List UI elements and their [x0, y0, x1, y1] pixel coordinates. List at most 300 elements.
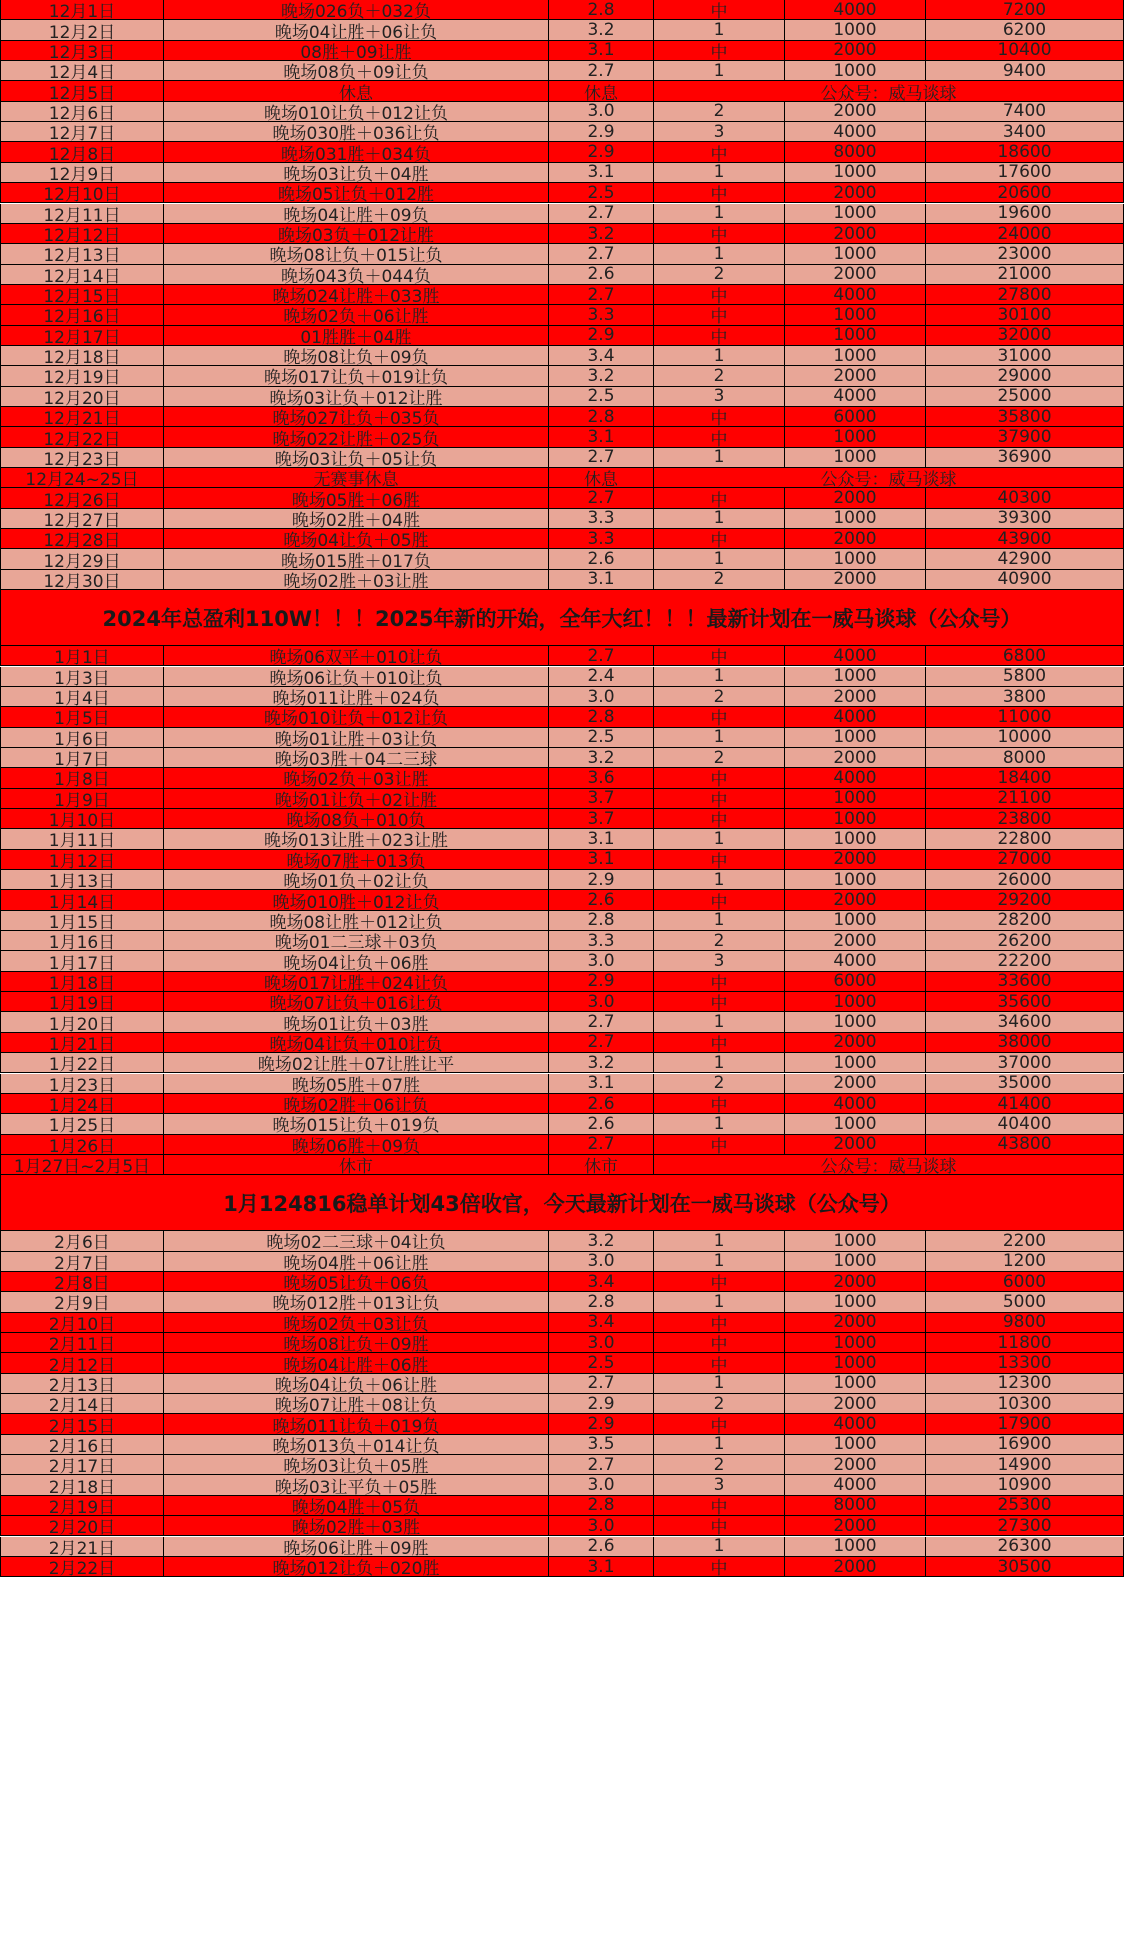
balance-cell: 10900: [926, 1475, 1124, 1495]
table-row: [0, 509, 1124, 529]
table-row: [0, 1094, 1124, 1114]
date-cell: 12月13日: [0, 244, 164, 264]
result-cell: 中: [654, 285, 785, 305]
plan-cell: 晚场01二三球＋03负: [164, 931, 549, 951]
result-cell: 中: [654, 992, 785, 1012]
result-cell: 2: [654, 931, 785, 951]
balance-cell: 19600: [926, 204, 1124, 224]
date-cell: 1月7日: [0, 748, 164, 768]
balance-cell: 12300: [926, 1374, 1124, 1394]
plan-cell: 晚场07让胜＋08让负: [164, 1394, 549, 1414]
table-row: [0, 1012, 1124, 1032]
odds-cell: 3.1: [549, 1074, 654, 1094]
plan-cell: 晚场015胜＋017负: [164, 549, 549, 569]
plan-cell: 晚场04让胜＋06让负: [164, 20, 549, 40]
date-cell: 1月15日: [0, 911, 164, 931]
plan-cell: 晚场07胜＋013负: [164, 850, 549, 870]
plan-cell: 晚场05让负＋012胜: [164, 183, 549, 203]
result-cell: 2: [654, 1394, 785, 1414]
table-row: [0, 1475, 1124, 1495]
odds-cell: 2.7: [549, 1033, 654, 1053]
date-cell: 12月2日: [0, 20, 164, 40]
result-cell: 中: [654, 1414, 785, 1434]
date-cell: 12月18日: [0, 346, 164, 366]
balance-cell: 17900: [926, 1414, 1124, 1434]
stake-cell: 4000: [785, 1475, 926, 1495]
result-cell: 中: [654, 972, 785, 992]
odds-cell: 3.0: [549, 951, 654, 971]
stake-cell: 4000: [785, 285, 926, 305]
odds-cell: 2.7: [549, 244, 654, 264]
result-cell: 2: [654, 102, 785, 122]
date-cell: 12月4日: [0, 61, 164, 81]
odds-cell: 2.6: [549, 890, 654, 910]
date-cell: 1月17日: [0, 951, 164, 971]
balance-cell: 8000: [926, 748, 1124, 768]
odds-cell: 3.1: [549, 41, 654, 61]
odds-cell: 3.3: [549, 529, 654, 549]
result-cell: 中: [654, 529, 785, 549]
balance-cell: 16900: [926, 1435, 1124, 1455]
result-cell: 中: [654, 707, 785, 727]
table-row: [0, 1135, 1124, 1155]
result-cell: 中: [654, 1272, 785, 1292]
date-cell: 1月20日: [0, 1012, 164, 1032]
plan-cell: 晚场01让负＋02让胜: [164, 789, 549, 809]
table-row: [0, 911, 1124, 931]
result-cell: 1: [654, 728, 785, 748]
balance-cell: 29000: [926, 366, 1124, 386]
stake-cell: 2000: [785, 366, 926, 386]
table-row: [0, 1252, 1124, 1272]
stake-cell: 2000: [785, 1272, 926, 1292]
odds-cell: 3.7: [549, 789, 654, 809]
balance-cell: 30100: [926, 305, 1124, 325]
stake-cell: 1000: [785, 789, 926, 809]
stake-cell: 1000: [785, 809, 926, 829]
result-cell: 1: [654, 911, 785, 931]
table-row: [0, 549, 1124, 569]
balance-cell: 29200: [926, 890, 1124, 910]
rest-row: [0, 468, 1124, 488]
balance-cell: 40400: [926, 1114, 1124, 1134]
plan-cell: 晚场08负＋09让负: [164, 61, 549, 81]
stake-cell: 6000: [785, 972, 926, 992]
odds-cell: 休息: [549, 81, 654, 101]
result-cell: 中: [654, 41, 785, 61]
result-cell: 2: [654, 366, 785, 386]
balance-cell: 22800: [926, 829, 1124, 849]
balance-cell: 27000: [926, 850, 1124, 870]
odds-cell: 2.7: [549, 488, 654, 508]
stake-cell: 1000: [785, 427, 926, 447]
plan-cell: 晚场04让负＋06胜: [164, 951, 549, 971]
odds-cell: 2.7: [549, 285, 654, 305]
odds-cell: 3.0: [549, 1475, 654, 1495]
date-cell: 12月10日: [0, 183, 164, 203]
result-cell: 中: [654, 1033, 785, 1053]
date-cell: 12月1日: [0, 0, 164, 20]
table-row: [0, 667, 1124, 687]
table-row: [0, 809, 1124, 829]
odds-cell: 2.9: [549, 870, 654, 890]
date-cell: 1月10日: [0, 809, 164, 829]
table-row: [0, 1313, 1124, 1333]
stake-cell: 1000: [785, 346, 926, 366]
stake-cell: 2000: [785, 890, 926, 910]
plan-cell: 晚场012让负＋020胜: [164, 1557, 549, 1577]
date-cell: 2月14日: [0, 1394, 164, 1414]
date-cell: 2月13日: [0, 1374, 164, 1394]
stake-cell: 2000: [785, 224, 926, 244]
table-row: [0, 951, 1124, 971]
date-cell: 2月12日: [0, 1353, 164, 1373]
stake-cell: 4000: [785, 387, 926, 407]
table-row: [0, 488, 1124, 508]
odds-cell: 2.7: [549, 61, 654, 81]
odds-cell: 3.1: [549, 570, 654, 590]
date-cell: 12月12日: [0, 224, 164, 244]
rest-row: [0, 81, 1124, 101]
table-row: [0, 407, 1124, 427]
balance-cell: 40300: [926, 488, 1124, 508]
plan-cell: 晚场031胜＋034负: [164, 142, 549, 162]
table-row: [0, 570, 1124, 590]
result-cell: 1: [654, 509, 785, 529]
table-row: [0, 265, 1124, 285]
result-cell: 1: [654, 1435, 785, 1455]
balance-cell: 42900: [926, 549, 1124, 569]
date-cell: 1月3日: [0, 667, 164, 687]
plan-cell: 晚场04让胜＋09负: [164, 204, 549, 224]
stake-cell: 1000: [785, 911, 926, 931]
balance-cell: 32000: [926, 326, 1124, 346]
odds-cell: 2.8: [549, 707, 654, 727]
table-row: [0, 1074, 1124, 1094]
odds-cell: 3.0: [549, 102, 654, 122]
date-cell: 12月14日: [0, 265, 164, 285]
table-row: [0, 850, 1124, 870]
stake-cell: 6000: [785, 407, 926, 427]
balance-cell: 18600: [926, 142, 1124, 162]
result-cell: 1: [654, 1292, 785, 1312]
table-row: [0, 427, 1124, 447]
balance-cell: 43800: [926, 1135, 1124, 1155]
stake-cell: 1000: [785, 1252, 926, 1272]
date-cell: 12月17日: [0, 326, 164, 346]
stake-cell: 1000: [785, 1374, 926, 1394]
odds-cell: 2.6: [549, 1537, 654, 1557]
odds-cell: 2.5: [549, 183, 654, 203]
date-cell: 2月19日: [0, 1496, 164, 1516]
plan-cell: 晚场02负＋03让胜: [164, 768, 549, 788]
odds-cell: 2.9: [549, 142, 654, 162]
result-cell: 1: [654, 1252, 785, 1272]
date-cell: 1月21日: [0, 1033, 164, 1053]
result-cell: 中: [654, 1135, 785, 1155]
result-cell: 中: [654, 1496, 785, 1516]
balance-cell: 23800: [926, 809, 1124, 829]
table-row: [0, 789, 1124, 809]
odds-cell: 3.1: [549, 829, 654, 849]
result-cell: 3: [654, 122, 785, 142]
date-cell: 12月22日: [0, 427, 164, 447]
odds-cell: 2.5: [549, 1353, 654, 1373]
odds-cell: 3.6: [549, 768, 654, 788]
date-cell: 12月6日: [0, 102, 164, 122]
result-cell: 2: [654, 265, 785, 285]
table-row: [0, 183, 1124, 203]
stake-cell: 2000: [785, 265, 926, 285]
odds-cell: 2.9: [549, 326, 654, 346]
table-row: [0, 1053, 1124, 1073]
plan-cell: 晚场03胜＋04二三球: [164, 748, 549, 768]
date-cell: 2月8日: [0, 1272, 164, 1292]
table-row: [0, 448, 1124, 468]
table-row: [0, 1557, 1124, 1577]
date-cell: 2月17日: [0, 1455, 164, 1475]
balance-cell: 11800: [926, 1333, 1124, 1353]
plan-cell: 晚场02让胜＋07让胜让平: [164, 1053, 549, 1073]
stake-cell: 4000: [785, 768, 926, 788]
result-cell: 2: [654, 1074, 785, 1094]
balance-cell: 21100: [926, 789, 1124, 809]
date-cell: 2月18日: [0, 1475, 164, 1495]
date-cell: 12月29日: [0, 549, 164, 569]
balance-cell: 2200: [926, 1231, 1124, 1251]
balance-cell: 14900: [926, 1455, 1124, 1475]
stake-cell: 1000: [785, 20, 926, 40]
stake-cell: 1000: [785, 326, 926, 346]
odds-cell: 2.7: [549, 1135, 654, 1155]
date-cell: 1月19日: [0, 992, 164, 1012]
date-cell: 1月16日: [0, 931, 164, 951]
date-cell: 12月3日: [0, 41, 164, 61]
table-row: [0, 61, 1124, 81]
stake-cell: 1000: [785, 1231, 926, 1251]
date-cell: 2月21日: [0, 1537, 164, 1557]
promo-banner: 2024年总盈利110W！！！2025年新的开始，全年大红！！！最新计划在一威马谈球（公众号）: [0, 590, 1124, 646]
date-cell: 12月16日: [0, 305, 164, 325]
result-cell: 1: [654, 163, 785, 183]
date-cell: 12月9日: [0, 163, 164, 183]
result-cell: 中: [654, 1353, 785, 1373]
result-cell: 中: [654, 789, 785, 809]
balance-cell: 37000: [926, 1053, 1124, 1073]
table-row: [0, 1435, 1124, 1455]
plan-cell: 晚场04胜＋05负: [164, 1496, 549, 1516]
plan-cell: 晚场03让平负＋05胜: [164, 1475, 549, 1495]
stake-cell: 4000: [785, 1094, 926, 1114]
plan-cell: 晚场01负＋02让负: [164, 870, 549, 890]
table-row: [0, 829, 1124, 849]
result-cell: 1: [654, 549, 785, 569]
odds-cell: 3.3: [549, 305, 654, 325]
date-cell: 12月11日: [0, 204, 164, 224]
table-row: [0, 687, 1124, 707]
plan-cell: 08胜＋09让胜: [164, 41, 549, 61]
odds-cell: 3.1: [549, 850, 654, 870]
stake-cell: 4000: [785, 951, 926, 971]
stake-cell: 4000: [785, 122, 926, 142]
stake-cell: 2000: [785, 488, 926, 508]
date-cell: 12月15日: [0, 285, 164, 305]
odds-cell: 3.1: [549, 1557, 654, 1577]
balance-cell: 35600: [926, 992, 1124, 1012]
balance-cell: 6800: [926, 646, 1124, 666]
stake-cell: 2000: [785, 1074, 926, 1094]
stake-cell: 1000: [785, 244, 926, 264]
date-cell: 12月27日: [0, 509, 164, 529]
table-row: [0, 366, 1124, 386]
balance-cell: 9800: [926, 1313, 1124, 1333]
balance-cell: 11000: [926, 707, 1124, 727]
odds-cell: 3.2: [549, 1053, 654, 1073]
result-cell: 中: [654, 142, 785, 162]
table-row: [0, 387, 1124, 407]
stake-cell: 1000: [785, 509, 926, 529]
plan-cell: 晚场030胜＋036让负: [164, 122, 549, 142]
odds-cell: 3.7: [549, 809, 654, 829]
date-cell: 1月23日: [0, 1074, 164, 1094]
table-row: [0, 305, 1124, 325]
plan-cell: 晚场02胜＋03胜: [164, 1516, 549, 1536]
balance-cell: 17600: [926, 163, 1124, 183]
plan-cell: 晚场07让负＋016让负: [164, 992, 549, 1012]
odds-cell: 3.2: [549, 366, 654, 386]
table-row: [0, 204, 1124, 224]
stake-cell: 2000: [785, 529, 926, 549]
balance-cell: 5000: [926, 1292, 1124, 1312]
stake-cell: 4000: [785, 1414, 926, 1434]
stake-cell: 2000: [785, 41, 926, 61]
date-cell: 1月9日: [0, 789, 164, 809]
table-row: [0, 1374, 1124, 1394]
table-row: [0, 1292, 1124, 1312]
result-cell: 中: [654, 183, 785, 203]
date-cell: 2月9日: [0, 1292, 164, 1312]
plan-cell: 晚场010胜＋012让负: [164, 890, 549, 910]
balance-cell: 25300: [926, 1496, 1124, 1516]
stake-cell: 2000: [785, 1394, 926, 1414]
balance-cell: 40900: [926, 570, 1124, 590]
plan-cell: 晚场05胜＋07胜: [164, 1074, 549, 1094]
odds-cell: 2.9: [549, 972, 654, 992]
plan-cell: 晚场013负＋014让负: [164, 1435, 549, 1455]
balance-cell: 26300: [926, 1537, 1124, 1557]
plan-cell: 无赛事休息: [164, 468, 549, 488]
result-cell: 中: [654, 1516, 785, 1536]
table-row: [0, 41, 1124, 61]
result-cell: 1: [654, 20, 785, 40]
date-cell: 12月21日: [0, 407, 164, 427]
plan-cell: 晚场011让胜＋024负: [164, 687, 549, 707]
odds-cell: 2.6: [549, 1094, 654, 1114]
plan-cell: 晚场06让负＋010让负: [164, 667, 549, 687]
result-cell: 1: [654, 1114, 785, 1134]
balance-cell: 43900: [926, 529, 1124, 549]
date-cell: 1月4日: [0, 687, 164, 707]
odds-cell: 3.0: [549, 992, 654, 1012]
table-row: [0, 1272, 1124, 1292]
stake-cell: 1000: [785, 1012, 926, 1032]
balance-cell: 13300: [926, 1353, 1124, 1373]
plan-cell: 晚场05让负＋06负: [164, 1272, 549, 1292]
stake-cell: 4000: [785, 0, 926, 20]
balance-cell: 35800: [926, 407, 1124, 427]
date-cell: 12月24~25日: [0, 468, 164, 488]
result-cell: 2: [654, 1455, 785, 1475]
stake-cell: 4000: [785, 646, 926, 666]
balance-cell: 6000: [926, 1272, 1124, 1292]
table-row: [0, 1516, 1124, 1536]
plan-cell: 晚场010让负＋012让负: [164, 102, 549, 122]
plan-cell: 晚场04让胜＋06胜: [164, 1353, 549, 1373]
odds-cell: 3.2: [549, 748, 654, 768]
stake-cell: 1000: [785, 1053, 926, 1073]
plan-cell: 晚场013让胜＋023让胜: [164, 829, 549, 849]
result-cell: 中: [654, 305, 785, 325]
date-cell: 1月22日: [0, 1053, 164, 1073]
stake-cell: 1000: [785, 1333, 926, 1353]
balance-cell: 10000: [926, 728, 1124, 748]
balance-cell: 26200: [926, 931, 1124, 951]
stake-cell: 2000: [785, 102, 926, 122]
plan-cell: 晚场026负＋032负: [164, 0, 549, 20]
result-cell: 3: [654, 387, 785, 407]
table-row: [0, 163, 1124, 183]
notice-cell: 公众号：威马谈球: [654, 81, 1124, 101]
stake-cell: 2000: [785, 1313, 926, 1333]
balance-cell: 33600: [926, 972, 1124, 992]
stake-cell: 2000: [785, 1516, 926, 1536]
result-cell: 中: [654, 326, 785, 346]
balance-cell: 27300: [926, 1516, 1124, 1536]
plan-cell: 晚场02负＋06让胜: [164, 305, 549, 325]
plan-cell: 晚场08让负＋09负: [164, 346, 549, 366]
balance-cell: 5800: [926, 667, 1124, 687]
table-row: [0, 529, 1124, 549]
result-cell: 1: [654, 870, 785, 890]
stake-cell: 1000: [785, 305, 926, 325]
result-cell: 中: [654, 768, 785, 788]
stake-cell: 1000: [785, 1114, 926, 1134]
stake-cell: 8000: [785, 1496, 926, 1516]
stake-cell: 2000: [785, 1557, 926, 1577]
table-row: [0, 728, 1124, 748]
balance-cell: 31000: [926, 346, 1124, 366]
table-row: [0, 1114, 1124, 1134]
date-cell: 12月20日: [0, 387, 164, 407]
plan-cell: 晚场03让负＋05胜: [164, 1455, 549, 1475]
odds-cell: 3.0: [549, 1516, 654, 1536]
date-cell: 12月28日: [0, 529, 164, 549]
stake-cell: 1000: [785, 1292, 926, 1312]
stake-cell: 2000: [785, 570, 926, 590]
stake-cell: 1000: [785, 448, 926, 468]
plan-cell: 晚场017让胜＋024让负: [164, 972, 549, 992]
odds-cell: 3.3: [549, 509, 654, 529]
table-row: [0, 224, 1124, 244]
result-cell: 2: [654, 570, 785, 590]
stake-cell: 1000: [785, 61, 926, 81]
date-cell: 1月27日~2月5日: [0, 1155, 164, 1175]
table-row: [0, 646, 1124, 666]
table-row: [0, 1414, 1124, 1434]
plan-cell: 晚场04让负＋06让胜: [164, 1374, 549, 1394]
balance-cell: 21000: [926, 265, 1124, 285]
balance-cell: 3400: [926, 122, 1124, 142]
